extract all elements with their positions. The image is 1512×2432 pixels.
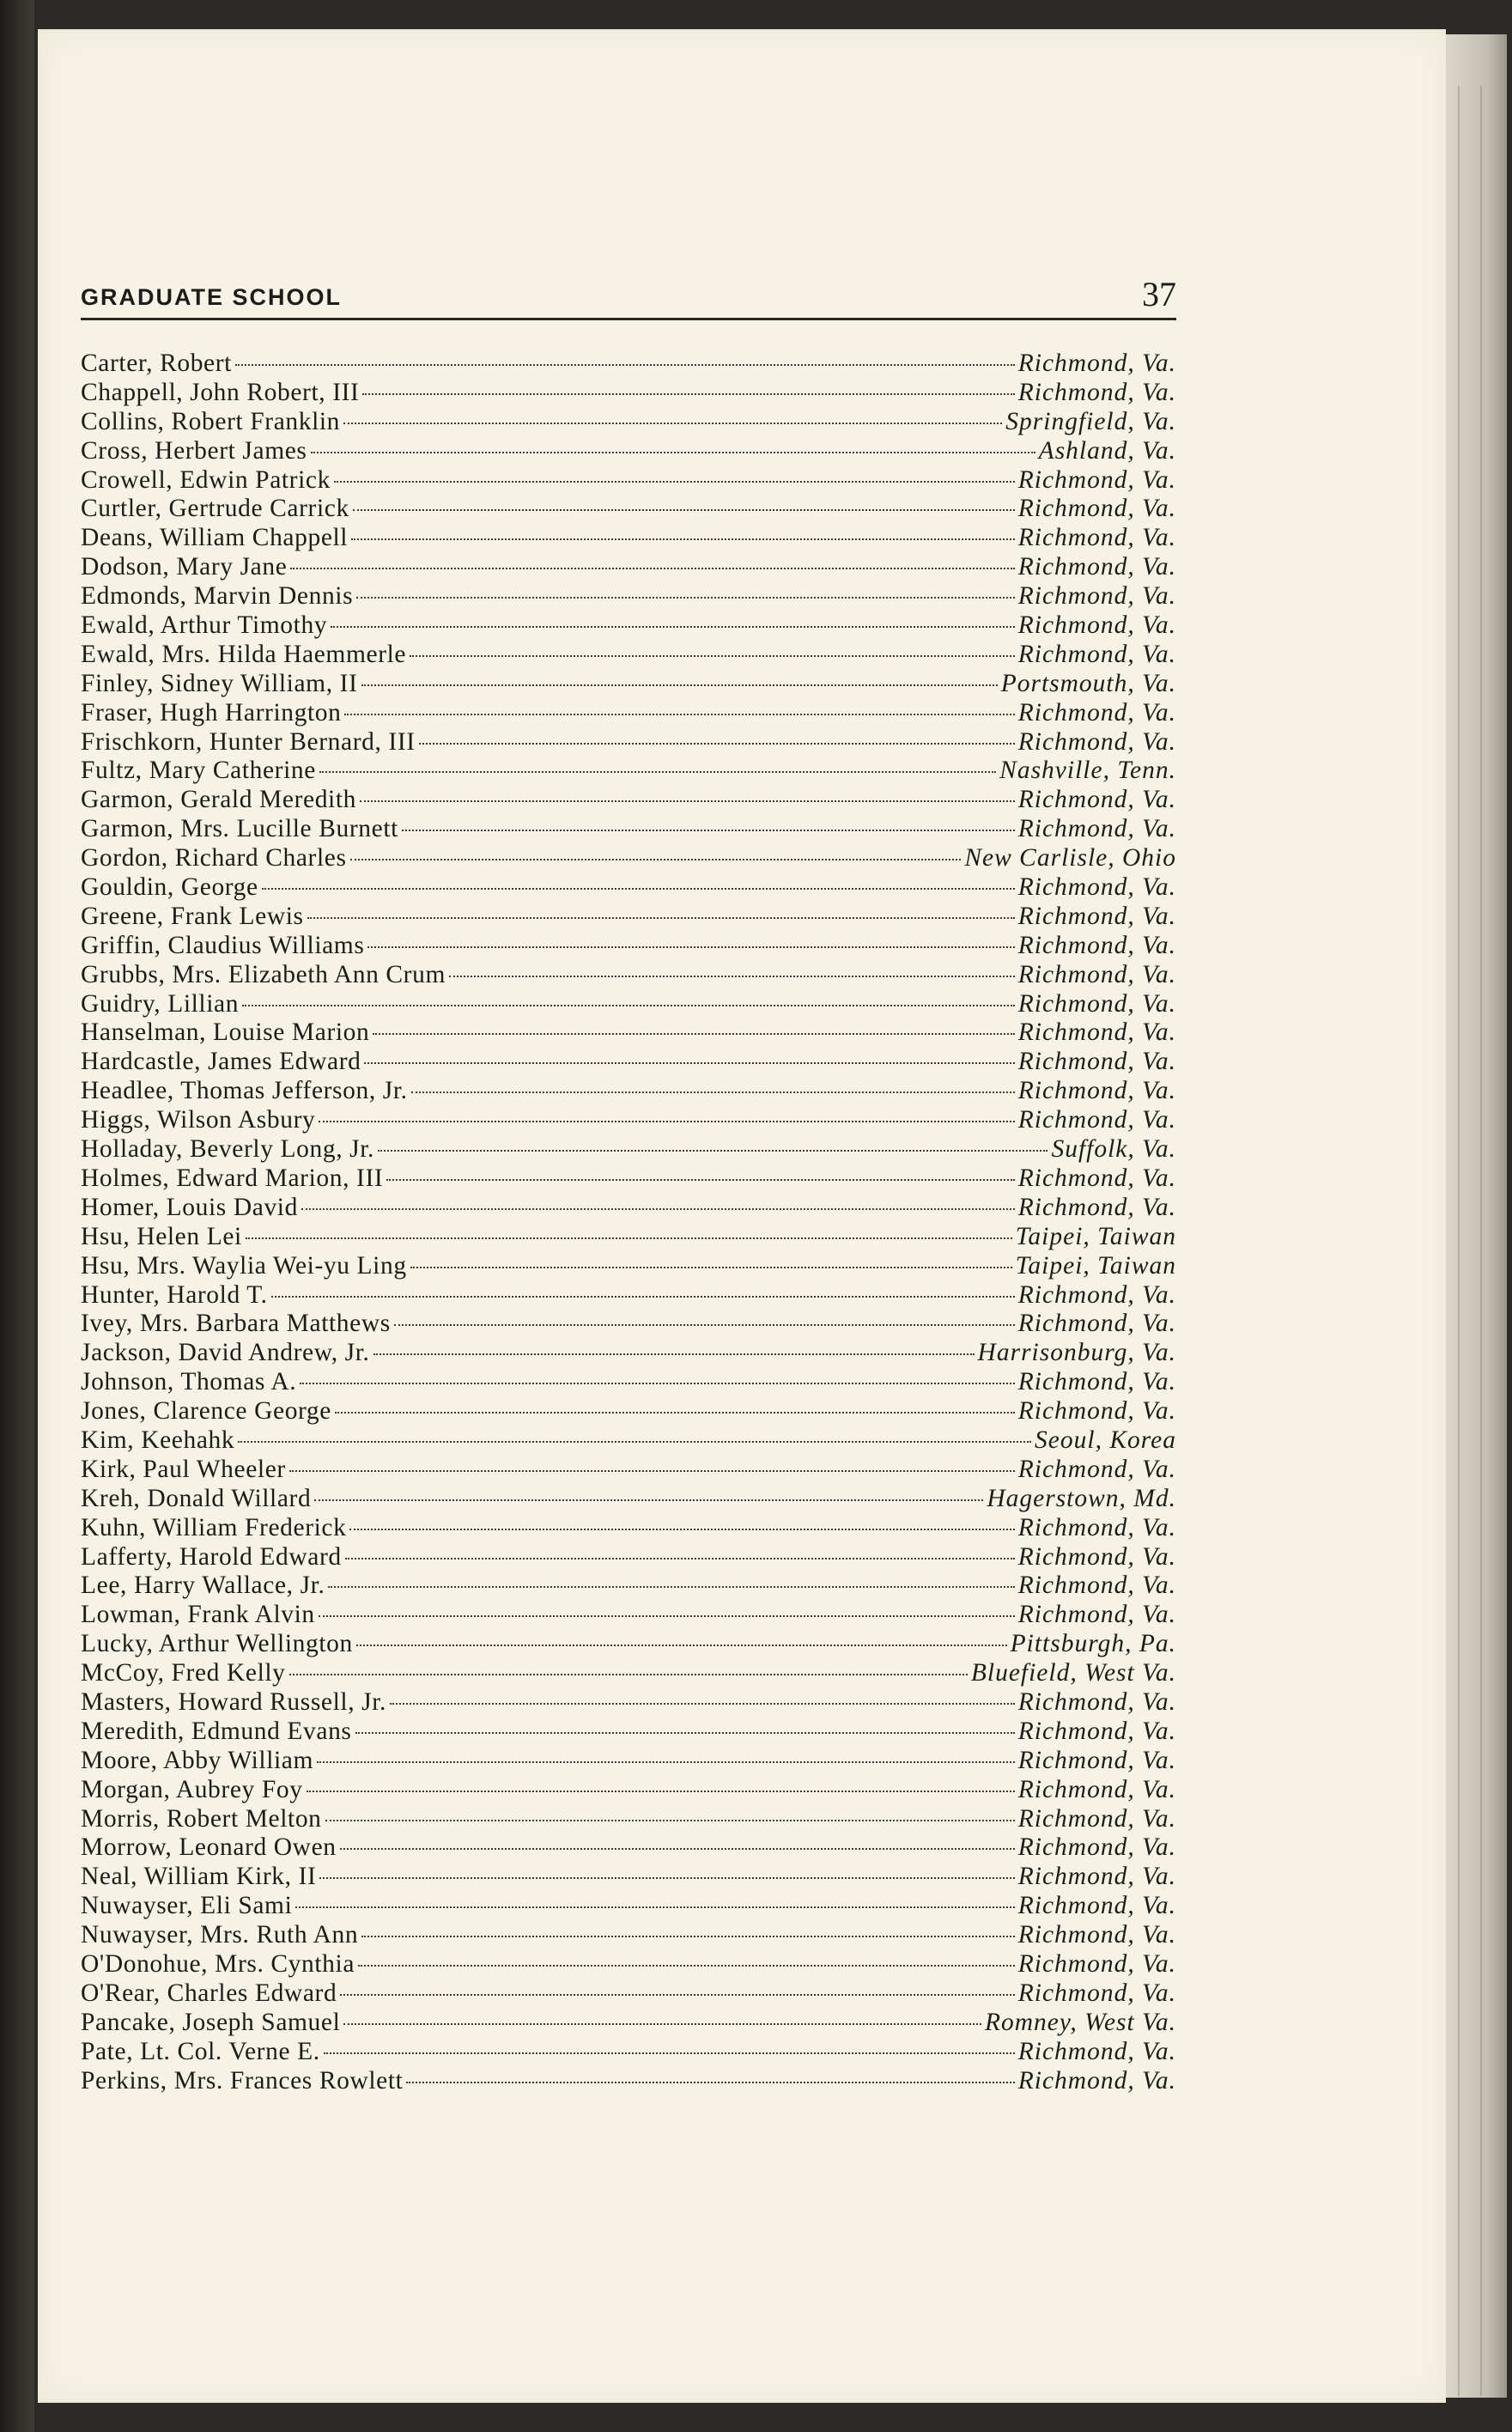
student-name: Greene, Frank Lewis (81, 902, 304, 930)
list-item (81, 641, 1176, 670)
list-item (81, 903, 1176, 932)
list-item (81, 1397, 1176, 1426)
dot-leader (373, 1033, 1014, 1035)
dot-leader (344, 714, 1014, 715)
dot-leader (406, 2082, 1014, 2083)
student-name: Headlee, Thomas Jefferson, Jr. (81, 1077, 408, 1105)
dot-leader (324, 2052, 1015, 2054)
student-name: Kirk, Paul Wheeler (81, 1455, 286, 1483)
list-item (81, 1921, 1176, 1950)
dot-leader (319, 1877, 1014, 1879)
hometown: Richmond, Va. (1017, 1368, 1176, 1396)
student-name: Collins, Robert Franklin (81, 407, 341, 435)
hometown: Richmond, Va. (1017, 1397, 1176, 1426)
student-name: Morris, Robert Melton (81, 1804, 322, 1833)
hometown: Richmond, Va. (1017, 1164, 1176, 1192)
dot-leader (319, 1615, 1015, 1617)
dot-leader (373, 1353, 975, 1355)
dot-leader (235, 364, 1015, 366)
dot-leader (295, 1906, 1014, 1908)
list-item (81, 1747, 1176, 1776)
student-name: Kuhn, William Frederick (81, 1513, 347, 1541)
student-name: Deans, William Chappell (81, 524, 349, 552)
hometown: Richmond, Va. (1017, 1193, 1176, 1221)
dot-leader (419, 743, 1015, 745)
student-name: Morgan, Aubrey Foy (81, 1775, 303, 1803)
hometown: Richmond, Va. (1017, 1601, 1176, 1629)
dot-leader (349, 1529, 1014, 1530)
dot-leader (386, 1179, 1014, 1181)
student-name: Perkins, Mrs. Frances Rowlett (81, 2066, 404, 2095)
student-name: Griffin, Claudius Williams (81, 931, 365, 959)
list-item (81, 1572, 1176, 1601)
dot-leader (289, 1470, 1015, 1472)
hometown: Romney, West Va. (984, 2008, 1176, 2036)
hometown: Richmond, Va. (1017, 1572, 1176, 1600)
hometown: Nashville, Tenn. (999, 757, 1176, 785)
student-name: Masters, Howard Russell, Jr. (81, 1687, 387, 1716)
hometown: Richmond, Va. (1017, 902, 1176, 930)
dot-leader (311, 452, 1035, 453)
book-binding-edge (0, 0, 34, 2432)
student-name: Nuwayser, Eli Sami (81, 1892, 293, 1920)
student-name: Garmon, Gerald Meredith (81, 786, 356, 814)
dot-leader (358, 1965, 1015, 1967)
hometown: Richmond, Va. (1017, 1804, 1176, 1833)
dot-leader (343, 423, 1002, 424)
hometown: New Carlisle, Ohio (964, 844, 1176, 872)
list-item (81, 1018, 1176, 1048)
list-item (81, 1659, 1176, 1688)
dot-leader (314, 1499, 983, 1501)
hometown: Richmond, Va. (1017, 960, 1176, 988)
student-name: Fultz, Mary Catherine (81, 757, 316, 785)
hometown: Pittsburgh, Pa. (1010, 1630, 1176, 1658)
list-item (81, 350, 1176, 379)
list-item (81, 1164, 1176, 1194)
list-item (81, 844, 1176, 873)
student-name: Nuwayser, Mrs. Ruth Ann (81, 1921, 359, 1949)
hometown: Richmond, Va. (1017, 582, 1176, 611)
student-name: Hardcastle, James Edward (81, 1048, 361, 1076)
student-name: Ewald, Mrs. Hilda Haemmerle (81, 640, 407, 668)
dot-leader (367, 946, 1014, 948)
list-item (81, 932, 1176, 961)
header-rule (81, 318, 1176, 320)
dot-leader (319, 1121, 1014, 1122)
hometown: Richmond, Va. (1017, 727, 1176, 756)
dot-leader (345, 1558, 1015, 1560)
dot-leader (449, 976, 1015, 977)
student-name: Morrow, Leonard Owen (81, 1833, 337, 1862)
list-item (81, 1863, 1176, 1892)
hometown: Richmond, Va. (1017, 1280, 1176, 1309)
student-name: Carter, Robert (81, 350, 232, 377)
dot-leader (301, 1208, 1015, 1210)
student-name: Dodson, Mary Jane (81, 553, 288, 581)
list-item (81, 1077, 1176, 1106)
dot-leader (360, 800, 1015, 802)
hometown: Richmond, Va. (1017, 1863, 1176, 1891)
dot-leader (410, 1267, 1012, 1268)
list-item (81, 786, 1176, 815)
dot-leader (351, 538, 1015, 540)
list-item (81, 1426, 1176, 1456)
list-item (81, 1833, 1176, 1863)
hometown: Richmond, Va. (1017, 1310, 1176, 1338)
student-name: Gouldin, George (81, 873, 258, 902)
hometown: Richmond, Va. (1017, 2066, 1176, 2095)
page-number: 37 (1142, 275, 1176, 313)
hometown: Richmond, Va. (1017, 1717, 1176, 1745)
hometown: Taipei, Taiwan (1015, 1251, 1176, 1280)
list-item (81, 961, 1176, 990)
dot-leader (340, 1994, 1014, 1996)
student-name: Homer, Louis David (81, 1193, 298, 1221)
dot-leader (335, 1412, 1015, 1414)
student-name: Neal, William Kirk, II (81, 1863, 317, 1891)
page-edge-line (1458, 86, 1460, 2396)
student-name: Holmes, Edward Marion, III (81, 1164, 384, 1192)
list-item (81, 1630, 1176, 1659)
dot-leader (361, 1936, 1015, 1937)
hometown: Richmond, Va. (1017, 350, 1176, 377)
student-name: Curtler, Gertrude Carrick (81, 495, 349, 523)
list-item (81, 1310, 1176, 1339)
student-name: Holladay, Beverly Long, Jr. (81, 1135, 374, 1164)
hometown: Richmond, Va. (1017, 1018, 1176, 1047)
list-item (81, 1194, 1176, 1223)
list-item (81, 1688, 1176, 1718)
student-name: Edmonds, Marvin Dennis (81, 582, 354, 611)
list-item (81, 990, 1176, 1019)
student-name: McCoy, Fred Kelly (81, 1659, 286, 1687)
list-item (81, 815, 1176, 844)
hometown: Richmond, Va. (1017, 1921, 1176, 1949)
student-name: Lowman, Frank Alvin (81, 1601, 315, 1629)
student-name: Gordon, Richard Charles (81, 844, 347, 872)
list-item (81, 2009, 1176, 2038)
hometown: Richmond, Va. (1017, 1746, 1176, 1774)
list-item (81, 1368, 1176, 1397)
dot-leader (411, 1091, 1015, 1093)
hometown: Richmond, Va. (1017, 1513, 1176, 1541)
dot-leader (378, 1150, 1047, 1152)
hometown: Richmond, Va. (1017, 1833, 1176, 1862)
list-item (81, 1252, 1176, 1281)
student-name: Hsu, Mrs. Waylia Wei-yu Ling (81, 1251, 407, 1280)
student-name: Ewald, Arthur Timothy (81, 611, 328, 640)
hometown: Richmond, Va. (1017, 1542, 1176, 1571)
dot-leader (328, 1586, 1014, 1588)
list-item (81, 873, 1176, 903)
student-name: Moore, Abby William (81, 1746, 314, 1774)
dot-leader (361, 684, 998, 686)
hometown: Richmond, Va. (1017, 1048, 1176, 1076)
hometown: Suffolk, Va. (1051, 1135, 1176, 1164)
hometown: Richmond, Va. (1017, 989, 1176, 1018)
student-name: Cross, Herbert James (81, 436, 307, 465)
dot-leader (356, 597, 1015, 599)
hometown: Richmond, Va. (1017, 1979, 1176, 2007)
student-name: Kreh, Donald Willard (81, 1484, 312, 1512)
list-item (81, 670, 1176, 699)
hometown: Richmond, Va. (1017, 1775, 1176, 1803)
list-item (81, 1223, 1176, 1252)
hometown: Richmond, Va. (1017, 640, 1176, 668)
hometown: Richmond, Va. (1017, 698, 1176, 727)
list-item (81, 1805, 1176, 1834)
dot-leader (317, 1761, 1015, 1763)
hometown: Richmond, Va. (1017, 1106, 1176, 1134)
list-item (81, 1339, 1176, 1368)
student-name: Higgs, Wilson Asbury (81, 1106, 316, 1134)
hometown: Springfield, Va. (1005, 407, 1176, 435)
dot-leader (353, 509, 1015, 511)
hometown: Richmond, Va. (1017, 873, 1176, 902)
list-item (81, 1281, 1176, 1310)
student-name: Ivey, Mrs. Barbara Matthews (81, 1310, 391, 1338)
hometown: Richmond, Va. (1017, 495, 1176, 523)
dot-leader (402, 830, 1015, 831)
dot-leader (262, 888, 1015, 890)
student-name: Fraser, Hugh Harrington (81, 698, 342, 727)
student-name: O'Donohue, Mrs. Cynthia (81, 1949, 355, 1978)
list-item (81, 1135, 1176, 1164)
dot-leader (343, 2023, 981, 2025)
student-name: Pancake, Joseph Samuel (81, 2008, 341, 2036)
dot-leader (334, 481, 1015, 483)
list-item (81, 699, 1176, 728)
page-header (81, 247, 1176, 316)
list-item (81, 728, 1176, 757)
student-name: Crowell, Edwin Patrick (81, 465, 331, 494)
student-name: Kim, Keehahk (81, 1426, 235, 1454)
dot-leader (325, 1820, 1015, 1821)
list-item (81, 379, 1176, 408)
dot-leader (238, 1441, 1031, 1443)
hometown: Richmond, Va. (1017, 1892, 1176, 1920)
list-item (81, 1892, 1176, 1921)
list-item (81, 611, 1176, 641)
student-list (81, 350, 1176, 2095)
running-title: GRADUATE SCHOOL (81, 284, 342, 310)
list-item (81, 1106, 1176, 1135)
dot-leader (364, 1062, 1014, 1064)
hometown: Richmond, Va. (1017, 611, 1176, 640)
dot-leader (355, 1732, 1015, 1734)
student-name: Guidry, Lillian (81, 989, 240, 1018)
hometown: Portsmouth, Va. (1000, 669, 1176, 697)
hometown: Richmond, Va. (1017, 465, 1176, 494)
list-item (81, 1543, 1176, 1572)
student-name: Finley, Sidney William, II (81, 669, 358, 697)
dot-leader (242, 1005, 1015, 1006)
hometown: Bluefield, West Va. (970, 1659, 1176, 1687)
dot-leader (246, 1237, 1012, 1239)
hometown: Richmond, Va. (1017, 1687, 1176, 1716)
list-item (81, 1601, 1176, 1630)
hometown: Richmond, Va. (1017, 1949, 1176, 1978)
list-item (81, 437, 1176, 466)
student-name: Frischkorn, Hunter Bernard, III (81, 727, 416, 756)
list-item (81, 1514, 1176, 1543)
student-name: Chappell, John Robert, III (81, 378, 360, 406)
student-name: Hanselman, Louise Marion (81, 1018, 370, 1047)
hometown: Richmond, Va. (1017, 931, 1176, 959)
hometown: Richmond, Va. (1017, 553, 1176, 581)
hometown: Hagerstown, Md. (987, 1484, 1176, 1512)
hometown: Richmond, Va. (1017, 524, 1176, 552)
student-name: Garmon, Mrs. Lucille Burnett (81, 815, 398, 843)
list-item (81, 757, 1176, 786)
hometown: Harrisonburg, Va. (977, 1339, 1176, 1367)
hometown: Richmond, Va. (1017, 815, 1176, 843)
student-name: Hunter, Harold T. (81, 1280, 268, 1309)
dot-leader (356, 1645, 1007, 1646)
list-item (81, 408, 1176, 437)
dot-leader (331, 626, 1015, 628)
student-name: Jackson, David Andrew, Jr. (81, 1339, 370, 1367)
dot-leader (390, 1703, 1015, 1705)
dot-leader (290, 568, 1014, 569)
dot-leader (394, 1324, 1015, 1326)
student-name: Jones, Clarence George (81, 1397, 331, 1426)
dot-leader (340, 1848, 1015, 1850)
student-name: Grubbs, Mrs. Elizabeth Ann Crum (81, 960, 446, 988)
dot-leader (307, 1791, 1015, 1792)
hometown: Richmond, Va. (1017, 1077, 1176, 1105)
dot-leader (410, 655, 1015, 657)
student-name: Johnson, Thomas A. (81, 1368, 297, 1396)
student-name: Lee, Harry Wallace, Jr. (81, 1572, 325, 1600)
list-item (81, 1456, 1176, 1485)
hometown: Richmond, Va. (1017, 786, 1176, 814)
list-item (81, 1979, 1176, 2009)
hometown: Seoul, Korea (1035, 1426, 1176, 1454)
dot-leader (319, 771, 996, 773)
student-name: Pate, Lt. Col. Verne E. (81, 2037, 320, 2065)
list-item (81, 1048, 1176, 1077)
hometown: Richmond, Va. (1017, 2037, 1176, 2065)
list-item (81, 553, 1176, 582)
list-item (81, 582, 1176, 611)
list-item (81, 1950, 1176, 1979)
list-item (81, 495, 1176, 524)
student-name: Lucky, Arthur Wellington (81, 1630, 353, 1658)
student-name: O'Rear, Charles Edward (81, 1979, 337, 2007)
list-item (81, 1776, 1176, 1805)
hometown: Ashland, Va. (1038, 436, 1176, 465)
hometown: Richmond, Va. (1017, 1455, 1176, 1483)
list-item (81, 2067, 1176, 2096)
student-name: Meredith, Edmund Evans (81, 1717, 352, 1745)
list-item (81, 524, 1176, 553)
dot-leader (307, 917, 1015, 919)
hometown: Richmond, Va. (1017, 378, 1176, 406)
dot-leader (289, 1674, 968, 1675)
list-item (81, 1485, 1176, 1514)
page-edge-line (1480, 86, 1482, 2396)
list-item (81, 466, 1176, 496)
student-name: Lafferty, Harold Edward (81, 1542, 342, 1571)
list-item (81, 2038, 1176, 2067)
dot-leader (362, 393, 1014, 395)
hometown: Taipei, Taiwan (1015, 1222, 1176, 1250)
dot-leader (300, 1383, 1015, 1384)
dot-leader (350, 859, 962, 860)
dot-leader (271, 1296, 1015, 1298)
student-name: Hsu, Helen Lei (81, 1222, 242, 1250)
list-item (81, 1718, 1176, 1747)
book-page (38, 29, 1446, 2403)
